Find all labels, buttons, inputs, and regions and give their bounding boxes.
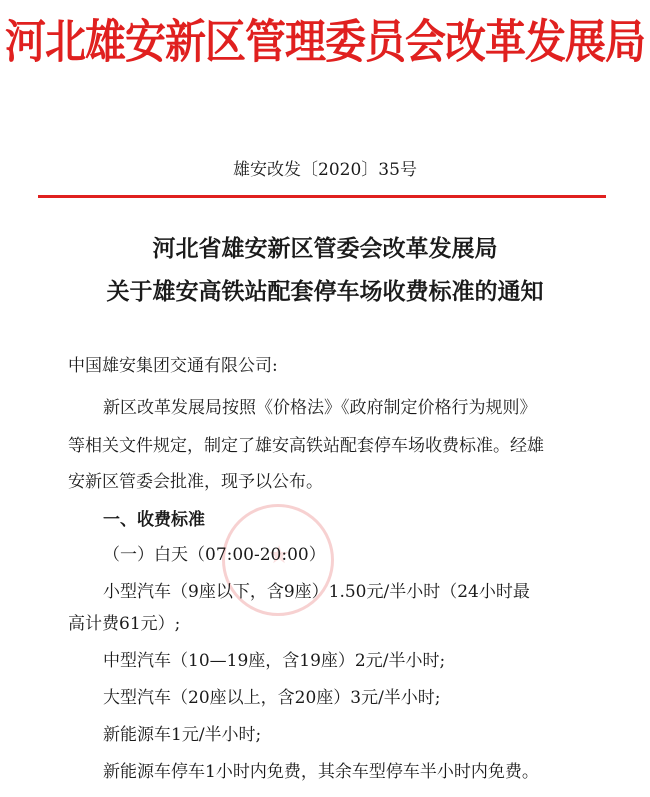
large-car-rate: 大型汽车（20座以上，含20座）3元/半小时;: [103, 688, 441, 708]
small-car-rate-line-2: 高计费61元）;: [68, 614, 181, 634]
notice-title-line-1: 河北省雄安新区管委会改革发展局: [152, 236, 498, 262]
daytime-subheading: （一）白天（07:00-20:00）: [103, 545, 326, 565]
intro-line-1: 新区改革发展局按照《价格法》《政府制定价格行为规则》: [103, 398, 537, 418]
masthead-title: 河北雄安新区管理委员会改革发展局: [5, 15, 645, 69]
medium-car-rate: 中型汽车（10—19座，含19座）2元/半小时;: [103, 651, 446, 671]
free-parking-note: 新能源车停车1小时内免费，其余车型停车半小时内免费。: [103, 762, 539, 782]
intro-line-2: 等相关文件规定，制定了雄安高铁站配套停车场收费标准。经雄: [68, 436, 544, 456]
document-number: 雄安改发〔2020〕35号: [233, 160, 417, 180]
new-energy-rate: 新能源车1元/半小时;: [103, 725, 262, 745]
intro-line-3: 安新区管委会批准，现予以公布。: [68, 472, 323, 492]
red-divider-rule: [38, 195, 606, 198]
notice-title-line-2: 关于雄安高铁站配套停车场收费标准的通知: [106, 279, 544, 305]
section-1-heading: 一、收费标准: [103, 510, 205, 530]
addressee: 中国雄安集团交通有限公司:: [68, 356, 278, 376]
small-car-rate-line-1: 小型汽车（9座以下，含9座）1.50元/半小时（24小时最: [103, 582, 530, 602]
